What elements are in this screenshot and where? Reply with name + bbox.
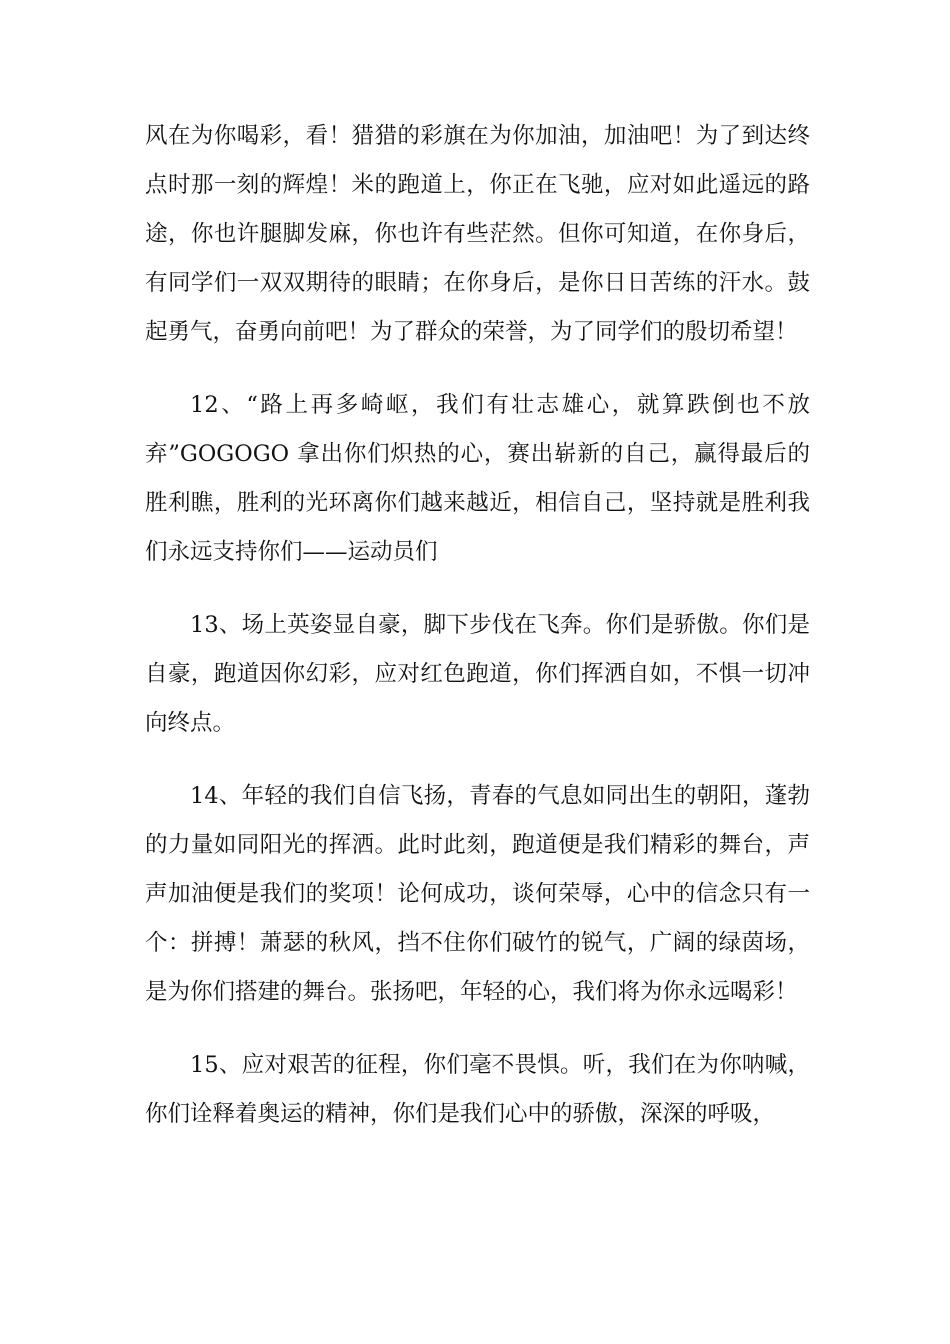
- paragraph-item-12: 12、“路上再多崎岖，我们有壮志雄心，就算跌倒也不放弃”GOGOGO 拿出你们炽热的心，赛出崭新的自己，赢得最后的胜利瞧，胜利的光环离你们越来越近，相信自己，坚持就是胜利我们永远支持你们——运动员们: [145, 392, 810, 565]
- paragraph-item-15: 15、应对艰苦的征程，你们毫不畏惧。听，我们在为你呐喊，你们诠释着奥运的精神，你们是我们心中的骄傲，深深的呼吸，: [145, 1052, 810, 1127]
- paragraph-item-13: 13、场上英姿显自豪，脚下步伐在飞奔。你们是骄傲。你们是自豪，跑道因你幻彩，应对红色跑道，你们挥洒自如，不惧一切冲向终点。: [145, 612, 810, 736]
- document-page: [145, 112, 810, 1139]
- paragraph-continuation: 风在为你喝彩，看！猎猎的彩旗在为你加油，加油吧！为了到达终点时那一刻的辉煌！米的跑道上，你正在飞驰，应对如此遥远的路途，你也许腿脚发麻，你也许有些茫然。但你可知道，在你身后，有同学们一双双期待的眼睛；在你身后，是你日日苦练的汗水。鼓起勇气，奋勇向前吧！为了群众的荣誉，为了同学们的殷切希望！: [145, 123, 810, 345]
- paragraph-item-14: 14、年轻的我们自信飞扬，青春的气息如同出生的朝阳，蓬勃的力量如同阳光的挥洒。此时此刻，跑道便是我们精彩的舞台，声声加油便是我们的奖项！论何成功，谈何荣辱，心中的信念只有一个：拼搏！萧瑟的秋风，挡不住你们破竹的锐气，广阔的绿茵场，是为你们搭建的舞台。张扬吧，年轻的心，我们将为你永远喝彩！: [145, 783, 810, 1005]
